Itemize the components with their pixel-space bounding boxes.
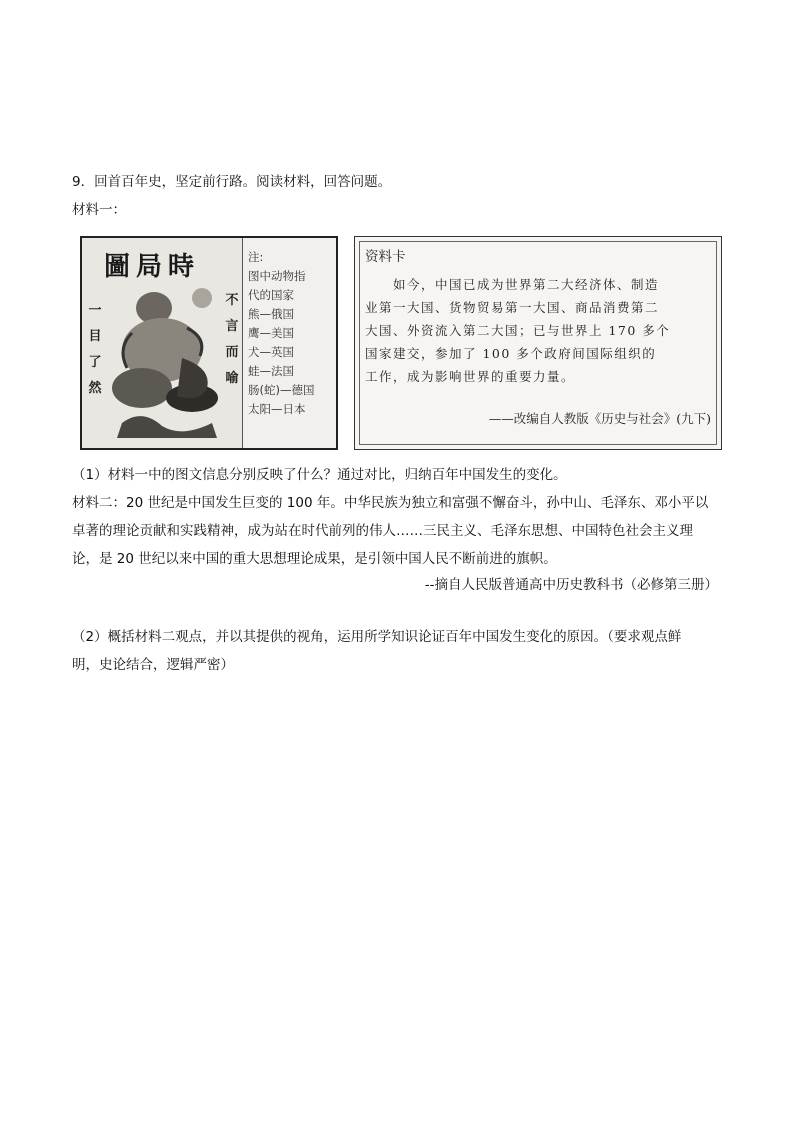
card-line: 国家建交，参加了 100 多个政府间国际组织的	[365, 346, 657, 361]
cartoon-vertical-left: 一目了然	[88, 303, 102, 396]
note-line: 代的国家	[248, 288, 294, 302]
note-line: 鹰—美国	[248, 326, 294, 340]
info-card-title: 资料卡	[365, 249, 406, 265]
question-2-line: 明，史论结合，逻辑严密）	[72, 657, 234, 673]
note-line: 图中动物指	[248, 269, 306, 283]
note-line: 蛙—法国	[248, 364, 294, 378]
info-card-source: ——改编自人教版《历史与社会》(九下)	[488, 411, 711, 426]
cartoon-notes	[248, 248, 336, 419]
note-line: 注:	[248, 250, 264, 264]
material1-label: 材料一：	[72, 202, 126, 218]
card-line: 业第一大国、货物贸易第一大国、商品消费第二	[365, 300, 660, 315]
cartoon-vertical-right: 不言而喻	[225, 293, 239, 386]
note-line: 熊—俄国	[248, 307, 294, 321]
material2-line: 材料二：20 世纪是中国发生巨变的 100 年。中华民族为独立和富强不懈奋斗，孙中山、毛泽东、邓小平以	[72, 495, 709, 511]
info-card	[354, 236, 722, 450]
cartoon-image	[80, 236, 338, 450]
material2-line: 论，是 20 世纪以来中国的重大思想理论成果，是引领中国人民不断前进的旗帜。	[72, 551, 557, 567]
note-line: 肠(蛇)—德国	[248, 383, 315, 397]
question-1: （1）材料一中的图文信息分别反映了什么？通过对比，归纳百年中国发生的变化。	[72, 467, 567, 483]
question-title: 9．回首百年史，坚定前行路。阅读材料，回答问题。	[72, 174, 392, 190]
question-2-line: （2）概括材料二观点，并以其提供的视角，运用所学知识论证百年中国发生变化的原因。（要求观点鲜	[72, 629, 682, 645]
card-line: 大国、外资流入第二大国；已与世界上 170 多个	[365, 323, 671, 338]
card-line: 工作，成为影响世界的重要力量。	[365, 369, 576, 384]
card-line: 如今，中国已成为世界第二大经济体、制造	[393, 277, 660, 292]
note-line: 犬—英国	[248, 345, 294, 359]
info-card-body	[365, 273, 715, 388]
material2-source: --摘自人民版普通高中历史教科书（必修第三册）	[424, 577, 718, 593]
note-line: 太阳—日本	[248, 402, 306, 416]
cartoon-title: 圖局時	[104, 252, 201, 282]
material2-line: 卓著的理论贡献和实践精神，成为站在时代前列的伟人……三民主义、毛泽东思想、中国特色社会主义理	[72, 523, 693, 539]
